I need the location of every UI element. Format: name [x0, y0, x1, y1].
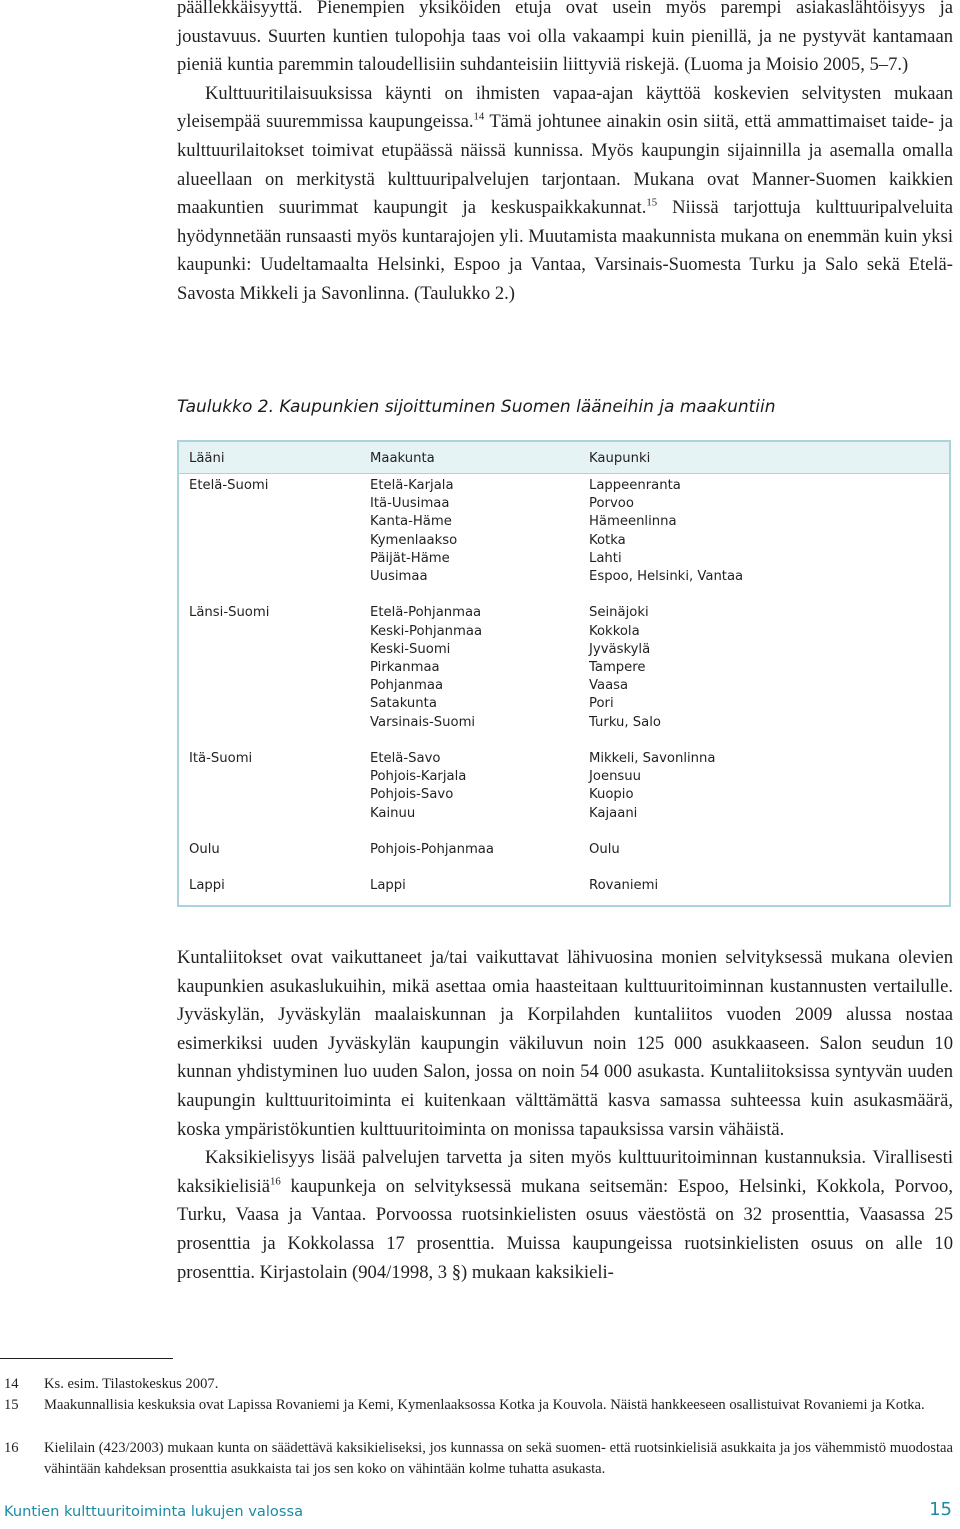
kaupunki-cell: Kokkola — [589, 623, 640, 639]
kaupunki-cell: Joensuu — [589, 769, 642, 785]
header-kaupunki: Kaupunki — [589, 451, 651, 466]
maakunta-cell: Etelä-Savo — [370, 751, 441, 766]
footnote-ref-16[interactable]: 16 — [269, 1175, 281, 1188]
kaupunki-cell: Hämeenlinna — [589, 514, 677, 530]
maakunta-cell: Kanta-Häme — [370, 514, 452, 530]
maakunta-cell: Keski-Pohjanmaa — [370, 623, 483, 639]
paragraph-2: Kulttuuritilaisuuksissa käynti on ihmisten vapaa-ajan käyttöä koskevien selvitysten mukaan yleisempää suuremmissa kaupungeissa.$^{14}$ Tämä johtunee ainakin osin siitä, että ammattimaiset taide- ja kulttuurilaitokset toimivat etupäässä näissä kunnissa. Myös kaupungin sijainnilla ja asemalla omalla alueellaan on merkitystä kulttuuripalvelujen tarjontaan. Mukana ovat Manner-Suomen kaikkien maakuntien suurimmat kaupungit ja keskuspaikkakunnat.$^{15}$ Niissä tarjottuja kulttuuripalveluita hyödynnetään runsaasti myös kuntarajojen yli. Muutamista maakunnista mukana on enemmän kuin yksi kaupunki: Uudeltamaalta Helsinki, Espoo ja Vantaa, Varsinais-Suomesta Turku ja Salo sekä Etelä-Savosta Mikkeli ja Savonlinna. (Taulukko 2.) — [177, 82, 953, 304]
laani-cell: Itä-Suomi — [189, 751, 253, 766]
maakunta-cell: Pirkanmaa — [370, 659, 440, 675]
header-laani: Lääni — [189, 451, 225, 466]
maakunta-cell: Etelä-Pohjanmaa — [370, 605, 482, 621]
laani-cell: Oulu — [189, 842, 220, 857]
maakunta-cell: Pohjanmaa — [370, 678, 444, 694]
maakunta-cell: Pohjois-Pohjanmaa — [370, 842, 494, 857]
kaupunki-cell: Jyväskylä — [589, 641, 651, 657]
region-table — [177, 440, 951, 907]
kaupunki-cell: Oulu — [589, 842, 620, 857]
laani-cell: Lappi — [189, 878, 225, 894]
footnote-divider — [0, 1358, 173, 1359]
kaupunki-cell: Mikkeli, Savonlinna — [589, 751, 716, 766]
kaupunki-cell: Turku, Salo — [589, 714, 661, 730]
maakunta-cell: Uusimaa — [370, 569, 428, 584]
intro-text — [177, 0, 953, 309]
kaupunki-cell: Espoo, Helsinki, Vantaa — [589, 569, 744, 584]
kaupunki-cell: Seinäjoki — [589, 605, 649, 621]
kaupunki-cell: Kajaani — [589, 805, 638, 821]
page-number: 15 — [929, 1499, 952, 1520]
kaupunki-cell: Pori — [589, 696, 614, 712]
paragraph-3: Kuntaliitokset ovat vaikuttaneet ja/tai vaikuttavat lähivuosina monien selvityksessä mukana olevien kaupunkien asukaslukuihin, mikä asettaa omia haasteitaan kulttuuritoiminnan kustannusten vertailulle. Jyväskylän, Jyväskylän maalaiskunnan ja Korpilahden kuntaliitos vuoden 2009 alussa nostaa esimerkiksi uuden Jyväskylän kaupungin väkiluvun noin 125 000 asukkaaseen. Salon seudun 10 kunnan yhdistyminen luo uuden Salon, jossa on noin 54 000 asukasta. Kuntaliitoksissa syntyvän uuden kaupungin kulttuuritoiminta ei kuitenkaan välttämättä kasva samassa suhteessa kuin asukasmäärä, koska ympäristökuntien kulttuuritoiminta on monissa tapauksissa varsin vähäistä. — [177, 947, 953, 1140]
kaupunki-cell: Vaasa — [589, 678, 629, 694]
maakunta-cell: Etelä-Karjala — [370, 478, 454, 493]
table-caption: Taulukko 2. Kaupunkien sijoittuminen Suomen lääneihin ja maakuntiin — [177, 397, 776, 417]
maakunta-cell: Kymenlaakso — [370, 532, 458, 548]
maakunta-cell: Varsinais-Suomi — [370, 714, 476, 730]
laani-cell: Länsi-Suomi — [189, 605, 270, 621]
maakunta-cell: Päijät-Häme — [370, 550, 450, 566]
kaupunki-cell: Porvoo — [589, 496, 634, 512]
header-maakunta: Maakunta — [370, 451, 435, 466]
kaupunki-cell: Kuopio — [589, 787, 634, 803]
maakunta-cell: Satakunta — [370, 696, 437, 712]
maakunta-cell: Pohjois-Savo — [370, 787, 454, 803]
footnote-ref-14[interactable]: 14 — [473, 110, 485, 123]
kaupunki-cell: Lappeenranta — [589, 478, 681, 493]
kaupunki-cell: Lahti — [589, 550, 622, 566]
table-header-row — [179, 442, 949, 474]
paragraph-4: Kaksikielisyys lisää palvelujen tarvetta ja siten myös kulttuuritoiminnan kustannuksia. Virallisesti kaksikielisiä$^{16}$ kaupunkeja on selvityksessä mukana seitsemän: Espoo, Helsinki, Kokkola, Porvoo, Turku, Vaasa ja Vantaa. Porvoossa ruotsinkielisten osuus väestöstä on 32 prosenttia, Vaasassa 25 prosenttia ja Kokkolassa 17 prosenttia. Muissa kaupungeissa ruotsinkielisten osuus on alle 10 prosenttia. Kirjastolain (904/1998, 3 §) mukaan kaksikieli- — [177, 1147, 953, 1283]
laani-cell: Etelä-Suomi — [189, 478, 269, 493]
maakunta-cell: Lappi — [370, 878, 406, 894]
maakunta-cell: Kainuu — [370, 805, 416, 821]
maakunta-cell: Keski-Suomi — [370, 641, 451, 657]
maakunta-cell: Pohjois-Karjala — [370, 769, 467, 785]
kaupunki-cell: Rovaniemi — [589, 878, 659, 894]
kaupunki-cell: Tampere — [589, 659, 646, 675]
kaupunki-cell: Kotka — [589, 532, 626, 548]
paragraph-1: päällekkäisyyttä. Pienempien yksiköiden etuja ovat usein myös parempi asiakaslähtöisyys ja joustavuus. Suurten kuntien tulopohja taas voi olla vakaampi kuin pienillä, ja ne pystyvät kantamaan pieniä kuntia paremmin taloudellisiin suhdanteisiin liittyviä riskejä. (Luoma ja Moisio 2005, 5–7.) — [177, 0, 953, 76]
maakunta-cell: Itä-Uusimaa — [370, 496, 450, 512]
footnote-ref-15[interactable]: 15 — [646, 196, 658, 209]
body-text — [177, 944, 953, 1287]
footer-title: Kuntien kulttuuritoiminta lukujen valossa — [4, 1503, 304, 1520]
